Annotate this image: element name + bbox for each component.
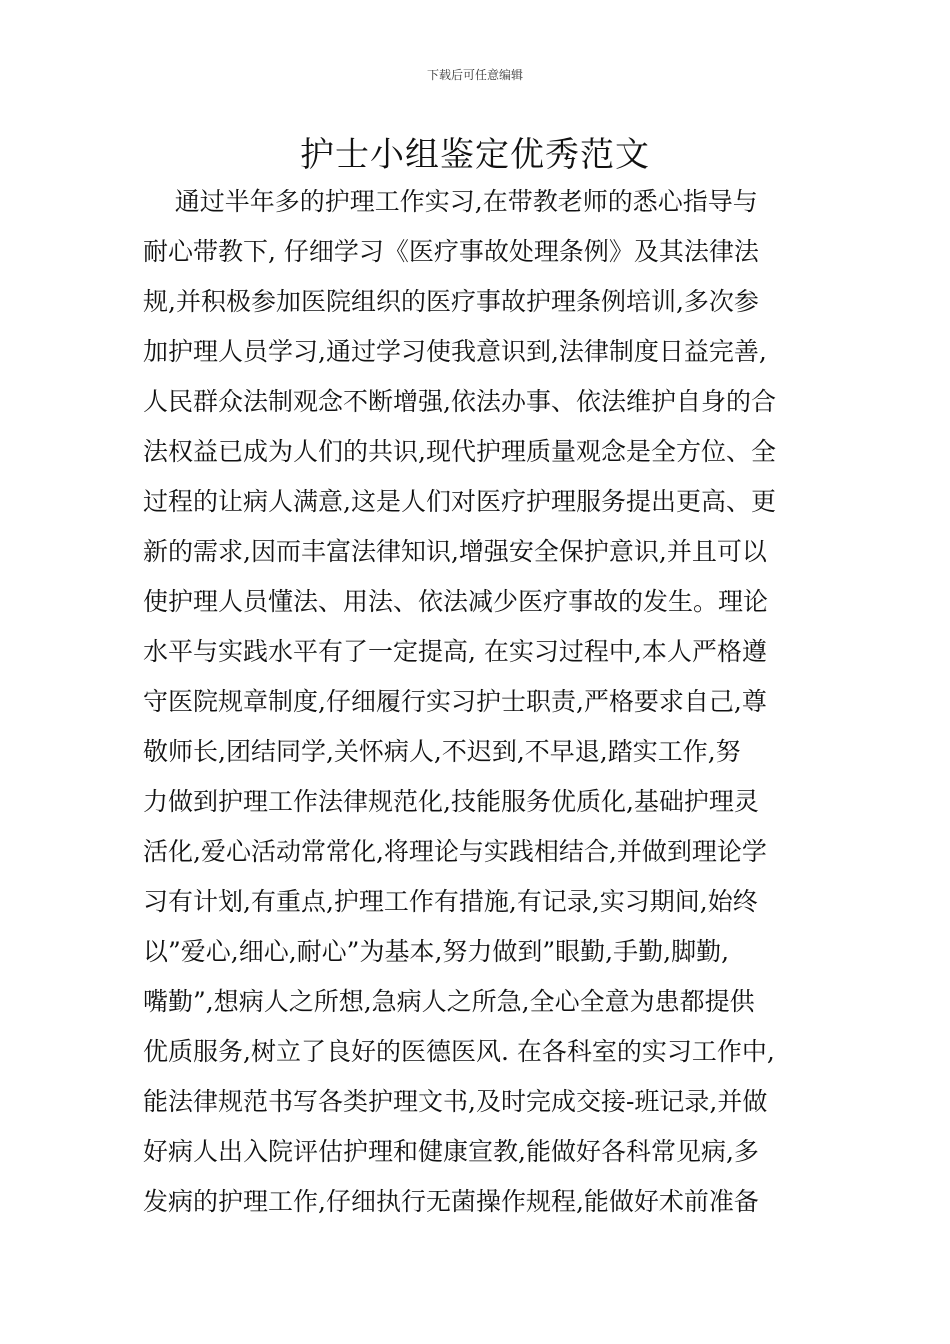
- text-line: 耐心带教下, 仔细学习《医疗事故处理条例》及其法律法: [143, 237, 759, 266]
- document-title: 护士小组鉴定优秀范文: [300, 135, 650, 175]
- header-note: 下载后可任意编辑: [426, 68, 523, 82]
- text-line: 发病的护理工作,仔细执行无菌操作规程,能做好术前准备: [143, 1187, 759, 1216]
- text-line: 以”爱心,细心,耐心”为基本,努力做到”眼勤,手勤,脚勤,: [143, 937, 730, 966]
- text-line: 敬师长,团结同学,关怀病人,不迟到,不早退,踏实工作,努: [143, 737, 741, 766]
- text-line: 使护理人员懂法、用法、依法减少医疗事故的发生。理论: [143, 587, 769, 616]
- text-line: 人民群众法制观念不断增强,依法办事、依法维护自身的合: [143, 387, 776, 416]
- text-line: 水平与实践水平有了一定提高, 在实习过程中,本人严格遵: [143, 637, 767, 666]
- text-line: 优质服务,树立了良好的医德医风. 在各科室的实习工作中,: [143, 1037, 775, 1066]
- text-line: 习有计划,有重点,护理工作有措施,有记录,实习期间,始终: [143, 887, 758, 916]
- text-line: 好病人出入院评估护理和健康宣教,能做好各科常见病,多: [143, 1137, 759, 1166]
- text-line: 通过半年多的护理工作实习,在带教老师的悉心指导与: [143, 187, 758, 216]
- text-line: 加护理人员学习,通过学习使我意识到,法律制度日益完善,: [143, 337, 767, 366]
- text-line: 力做到护理工作法律规范化,技能服务优质化,基础护理灵: [143, 787, 759, 816]
- text-line: 能法律规范书写各类护理文书,及时完成交接-班记录,并做: [143, 1087, 768, 1116]
- text-line: 法权益已成为人们的共识,现代护理质量观念是全方位、全: [143, 437, 776, 466]
- text-line: 活化,爱心活动常常化,将理论与实践相结合,并做到理论学: [143, 837, 767, 866]
- text-line: 嘴勤”,想病人之所想,急病人之所急,全心全意为患都提供: [143, 987, 755, 1016]
- text-line: 过程的让病人满意,这是人们对医疗护理服务提出更高、更: [143, 487, 776, 516]
- text-line: 守医院规章制度,仔细履行实习护士职责,严格要求自己,尊: [143, 687, 767, 716]
- text-line: 规,并积极参加医院组织的医疗事故护理条例培训,多次参: [143, 287, 759, 316]
- text-line: 新的需求,因而丰富法律知识,增强安全保护意识,并且可以: [143, 537, 767, 566]
